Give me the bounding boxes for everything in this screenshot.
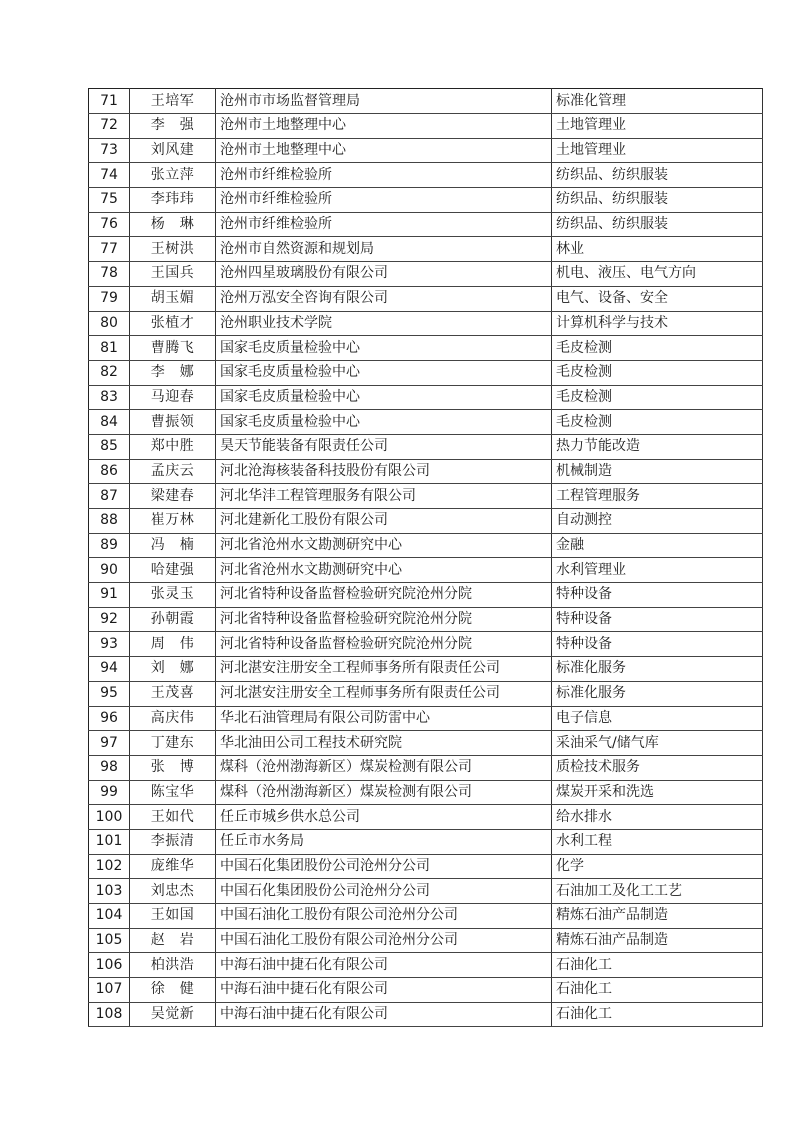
row-number-cell: 93 bbox=[89, 632, 130, 657]
table-row bbox=[89, 607, 763, 632]
table-row bbox=[89, 829, 763, 854]
row-number-cell: 108 bbox=[89, 1002, 130, 1027]
organization-cell: 中海石油中捷石化有限公司 bbox=[216, 978, 552, 1003]
expert-name-cell: 张立萍 bbox=[130, 163, 216, 188]
table-row bbox=[89, 755, 763, 780]
table-row bbox=[89, 188, 763, 213]
row-number-cell: 79 bbox=[89, 286, 130, 311]
row-number-cell: 98 bbox=[89, 755, 130, 780]
table-row bbox=[89, 780, 763, 805]
row-number-cell: 100 bbox=[89, 805, 130, 830]
organization-cell: 河北建新化工股份有限公司 bbox=[216, 509, 552, 534]
table-row bbox=[89, 632, 763, 657]
organization-cell: 中国石化集团股份公司沧州分公司 bbox=[216, 879, 552, 904]
roster-body bbox=[89, 89, 763, 1027]
expert-roster-table bbox=[88, 88, 763, 1027]
specialty-cell: 特种设备 bbox=[552, 583, 763, 608]
expert-name-cell: 李振清 bbox=[130, 829, 216, 854]
specialty-cell: 自动测控 bbox=[552, 509, 763, 534]
table-row bbox=[89, 583, 763, 608]
organization-cell: 河北湛安注册安全工程师事务所有限责任公司 bbox=[216, 657, 552, 682]
specialty-cell: 工程管理服务 bbox=[552, 484, 763, 509]
row-number-cell: 89 bbox=[89, 533, 130, 558]
expert-name-cell: 孟庆云 bbox=[130, 459, 216, 484]
specialty-cell: 土地管理业 bbox=[552, 114, 763, 139]
table-row bbox=[89, 114, 763, 139]
specialty-cell: 给水排水 bbox=[552, 805, 763, 830]
organization-cell: 河北省特种设备监督检验研究院沧州分院 bbox=[216, 607, 552, 632]
organization-cell: 国家毛皮质量检验中心 bbox=[216, 410, 552, 435]
row-number-cell: 94 bbox=[89, 657, 130, 682]
row-number-cell: 87 bbox=[89, 484, 130, 509]
expert-name-cell: 李 娜 bbox=[130, 360, 216, 385]
organization-cell: 河北沧海核装备科技股份有限公司 bbox=[216, 459, 552, 484]
expert-name-cell: 张灵玉 bbox=[130, 583, 216, 608]
expert-name-cell: 哈建强 bbox=[130, 558, 216, 583]
row-number-cell: 107 bbox=[89, 978, 130, 1003]
table-row bbox=[89, 459, 763, 484]
organization-cell: 任丘市水务局 bbox=[216, 829, 552, 854]
expert-name-cell: 周 伟 bbox=[130, 632, 216, 657]
expert-name-cell: 徐 健 bbox=[130, 978, 216, 1003]
row-number-cell: 86 bbox=[89, 459, 130, 484]
expert-name-cell: 曹腾飞 bbox=[130, 336, 216, 361]
organization-cell: 河北省特种设备监督检验研究院沧州分院 bbox=[216, 632, 552, 657]
organization-cell: 国家毛皮质量检验中心 bbox=[216, 385, 552, 410]
table-row bbox=[89, 978, 763, 1003]
specialty-cell: 采油采气/储气库 bbox=[552, 731, 763, 756]
organization-cell: 河北省沧州水文勘测研究中心 bbox=[216, 533, 552, 558]
specialty-cell: 煤炭开采和洗选 bbox=[552, 780, 763, 805]
row-number-cell: 73 bbox=[89, 138, 130, 163]
organization-cell: 任丘市城乡供水总公司 bbox=[216, 805, 552, 830]
row-number-cell: 96 bbox=[89, 706, 130, 731]
specialty-cell: 纺织品、纺织服装 bbox=[552, 212, 763, 237]
row-number-cell: 72 bbox=[89, 114, 130, 139]
expert-name-cell: 曹振领 bbox=[130, 410, 216, 435]
table-row bbox=[89, 854, 763, 879]
specialty-cell: 林业 bbox=[552, 237, 763, 262]
specialty-cell: 电气、设备、安全 bbox=[552, 286, 763, 311]
specialty-cell: 精炼石油产品制造 bbox=[552, 904, 763, 929]
specialty-cell: 电子信息 bbox=[552, 706, 763, 731]
organization-cell: 中海石油中捷石化有限公司 bbox=[216, 1002, 552, 1027]
organization-cell: 国家毛皮质量检验中心 bbox=[216, 336, 552, 361]
specialty-cell: 毛皮检测 bbox=[552, 360, 763, 385]
expert-name-cell: 崔万林 bbox=[130, 509, 216, 534]
table-row bbox=[89, 286, 763, 311]
row-number-cell: 78 bbox=[89, 262, 130, 287]
expert-name-cell: 马迎春 bbox=[130, 385, 216, 410]
table-row bbox=[89, 904, 763, 929]
organization-cell: 沧州市纤维检验所 bbox=[216, 163, 552, 188]
specialty-cell: 标准化管理 bbox=[552, 89, 763, 114]
table-row bbox=[89, 212, 763, 237]
specialty-cell: 金融 bbox=[552, 533, 763, 558]
table-row bbox=[89, 138, 763, 163]
table-row bbox=[89, 706, 763, 731]
expert-name-cell: 王国兵 bbox=[130, 262, 216, 287]
organization-cell: 中国石油化工股份有限公司沧州分公司 bbox=[216, 928, 552, 953]
row-number-cell: 81 bbox=[89, 336, 130, 361]
row-number-cell: 82 bbox=[89, 360, 130, 385]
expert-name-cell: 王如国 bbox=[130, 904, 216, 929]
expert-name-cell: 李 强 bbox=[130, 114, 216, 139]
organization-cell: 河北华沣工程管理服务有限公司 bbox=[216, 484, 552, 509]
row-number-cell: 71 bbox=[89, 89, 130, 114]
expert-name-cell: 张 博 bbox=[130, 755, 216, 780]
expert-name-cell: 杨 琳 bbox=[130, 212, 216, 237]
expert-name-cell: 梁建春 bbox=[130, 484, 216, 509]
table-row bbox=[89, 953, 763, 978]
table-row bbox=[89, 533, 763, 558]
organization-cell: 河北湛安注册安全工程师事务所有限责任公司 bbox=[216, 681, 552, 706]
table-row bbox=[89, 879, 763, 904]
organization-cell: 华北石油管理局有限公司防雷中心 bbox=[216, 706, 552, 731]
row-number-cell: 90 bbox=[89, 558, 130, 583]
row-number-cell: 104 bbox=[89, 904, 130, 929]
organization-cell: 沧州市市场监督管理局 bbox=[216, 89, 552, 114]
organization-cell: 沧州市土地整理中心 bbox=[216, 114, 552, 139]
row-number-cell: 85 bbox=[89, 434, 130, 459]
organization-cell: 沧州职业技术学院 bbox=[216, 311, 552, 336]
specialty-cell: 纺织品、纺织服装 bbox=[552, 188, 763, 213]
table-row bbox=[89, 163, 763, 188]
expert-name-cell: 王茂喜 bbox=[130, 681, 216, 706]
specialty-cell: 特种设备 bbox=[552, 607, 763, 632]
table-row bbox=[89, 434, 763, 459]
specialty-cell: 质检技术服务 bbox=[552, 755, 763, 780]
organization-cell: 中国石油化工股份有限公司沧州分公司 bbox=[216, 904, 552, 929]
expert-name-cell: 丁建东 bbox=[130, 731, 216, 756]
table-row bbox=[89, 311, 763, 336]
table-row bbox=[89, 89, 763, 114]
specialty-cell: 机械制造 bbox=[552, 459, 763, 484]
row-number-cell: 76 bbox=[89, 212, 130, 237]
table-row bbox=[89, 681, 763, 706]
expert-name-cell: 刘 娜 bbox=[130, 657, 216, 682]
expert-name-cell: 李玮玮 bbox=[130, 188, 216, 213]
row-number-cell: 88 bbox=[89, 509, 130, 534]
row-number-cell: 105 bbox=[89, 928, 130, 953]
row-number-cell: 106 bbox=[89, 953, 130, 978]
table-row bbox=[89, 731, 763, 756]
table-row bbox=[89, 928, 763, 953]
organization-cell: 沧州市土地整理中心 bbox=[216, 138, 552, 163]
table-row bbox=[89, 1002, 763, 1027]
specialty-cell: 特种设备 bbox=[552, 632, 763, 657]
table-row bbox=[89, 509, 763, 534]
expert-name-cell: 陈宝华 bbox=[130, 780, 216, 805]
specialty-cell: 水利工程 bbox=[552, 829, 763, 854]
expert-name-cell: 吴觉新 bbox=[130, 1002, 216, 1027]
expert-name-cell: 刘忠杰 bbox=[130, 879, 216, 904]
row-number-cell: 84 bbox=[89, 410, 130, 435]
specialty-cell: 计算机科学与技术 bbox=[552, 311, 763, 336]
organization-cell: 沧州市纤维检验所 bbox=[216, 212, 552, 237]
expert-name-cell: 王培军 bbox=[130, 89, 216, 114]
row-number-cell: 80 bbox=[89, 311, 130, 336]
table-row bbox=[89, 237, 763, 262]
organization-cell: 煤科（沧州渤海新区）煤炭检测有限公司 bbox=[216, 780, 552, 805]
specialty-cell: 毛皮检测 bbox=[552, 336, 763, 361]
specialty-cell: 石油化工 bbox=[552, 1002, 763, 1027]
organization-cell: 沧州四星玻璃股份有限公司 bbox=[216, 262, 552, 287]
expert-name-cell: 柏洪浩 bbox=[130, 953, 216, 978]
organization-cell: 中国石化集团股份公司沧州分公司 bbox=[216, 854, 552, 879]
row-number-cell: 101 bbox=[89, 829, 130, 854]
table-row bbox=[89, 558, 763, 583]
row-number-cell: 77 bbox=[89, 237, 130, 262]
specialty-cell: 毛皮检测 bbox=[552, 410, 763, 435]
table-row bbox=[89, 484, 763, 509]
organization-cell: 国家毛皮质量检验中心 bbox=[216, 360, 552, 385]
specialty-cell: 石油化工 bbox=[552, 978, 763, 1003]
table-row bbox=[89, 657, 763, 682]
row-number-cell: 83 bbox=[89, 385, 130, 410]
expert-name-cell: 庞维华 bbox=[130, 854, 216, 879]
specialty-cell: 水利管理业 bbox=[552, 558, 763, 583]
specialty-cell: 标准化服务 bbox=[552, 681, 763, 706]
specialty-cell: 石油化工 bbox=[552, 953, 763, 978]
specialty-cell: 土地管理业 bbox=[552, 138, 763, 163]
table-row bbox=[89, 360, 763, 385]
row-number-cell: 92 bbox=[89, 607, 130, 632]
table-row bbox=[89, 410, 763, 435]
row-number-cell: 95 bbox=[89, 681, 130, 706]
expert-name-cell: 张植才 bbox=[130, 311, 216, 336]
table-row bbox=[89, 805, 763, 830]
expert-name-cell: 赵 岩 bbox=[130, 928, 216, 953]
specialty-cell: 纺织品、纺织服装 bbox=[552, 163, 763, 188]
row-number-cell: 91 bbox=[89, 583, 130, 608]
organization-cell: 河北省特种设备监督检验研究院沧州分院 bbox=[216, 583, 552, 608]
row-number-cell: 99 bbox=[89, 780, 130, 805]
expert-name-cell: 胡玉媚 bbox=[130, 286, 216, 311]
row-number-cell: 102 bbox=[89, 854, 130, 879]
organization-cell: 煤科（沧州渤海新区）煤炭检测有限公司 bbox=[216, 755, 552, 780]
expert-name-cell: 冯 楠 bbox=[130, 533, 216, 558]
organization-cell: 河北省沧州水文勘测研究中心 bbox=[216, 558, 552, 583]
specialty-cell: 机电、液压、电气方向 bbox=[552, 262, 763, 287]
row-number-cell: 103 bbox=[89, 879, 130, 904]
organization-cell: 华北油田公司工程技术研究院 bbox=[216, 731, 552, 756]
row-number-cell: 75 bbox=[89, 188, 130, 213]
specialty-cell: 标准化服务 bbox=[552, 657, 763, 682]
organization-cell: 中海石油中捷石化有限公司 bbox=[216, 953, 552, 978]
organization-cell: 昊天节能装备有限责任公司 bbox=[216, 434, 552, 459]
specialty-cell: 石油加工及化工工艺 bbox=[552, 879, 763, 904]
expert-name-cell: 孙朝霞 bbox=[130, 607, 216, 632]
organization-cell: 沧州市纤维检验所 bbox=[216, 188, 552, 213]
expert-name-cell: 王树洪 bbox=[130, 237, 216, 262]
specialty-cell: 热力节能改造 bbox=[552, 434, 763, 459]
specialty-cell: 毛皮检测 bbox=[552, 385, 763, 410]
expert-name-cell: 高庆伟 bbox=[130, 706, 216, 731]
organization-cell: 沧州万泓安全咨询有限公司 bbox=[216, 286, 552, 311]
table-row bbox=[89, 385, 763, 410]
organization-cell: 沧州市自然资源和规划局 bbox=[216, 237, 552, 262]
table-row bbox=[89, 262, 763, 287]
expert-name-cell: 刘风建 bbox=[130, 138, 216, 163]
specialty-cell: 化学 bbox=[552, 854, 763, 879]
expert-name-cell: 王如代 bbox=[130, 805, 216, 830]
row-number-cell: 97 bbox=[89, 731, 130, 756]
specialty-cell: 精炼石油产品制造 bbox=[552, 928, 763, 953]
row-number-cell: 74 bbox=[89, 163, 130, 188]
expert-name-cell: 郑中胜 bbox=[130, 434, 216, 459]
table-row bbox=[89, 336, 763, 361]
